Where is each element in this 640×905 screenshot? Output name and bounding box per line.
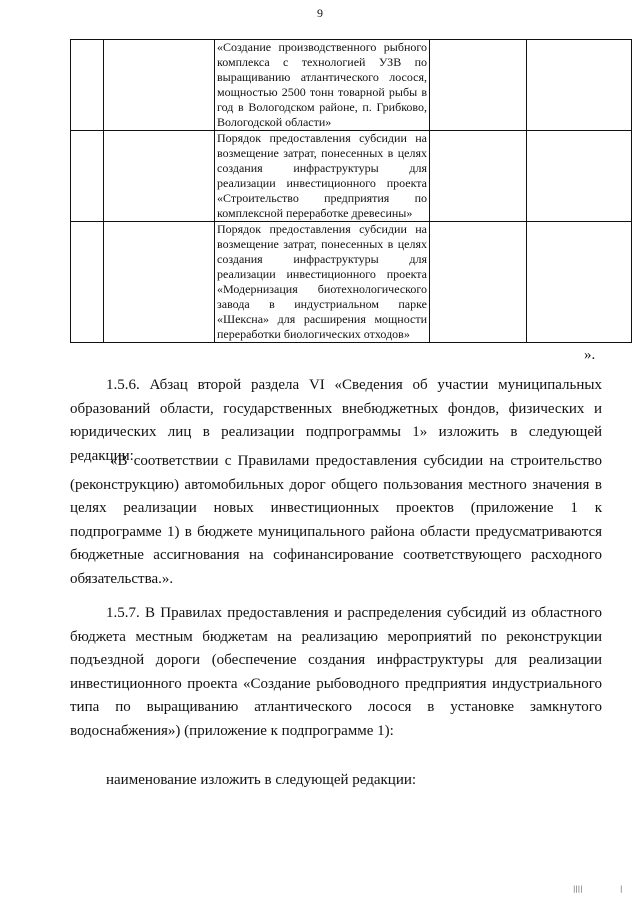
paragraph-1-5-6: 1.5.6. Абзац второй раздела VI «Сведения об участии муниципальных образований области, государственных внебюджетных фондов, физических и юридических лиц в реализации подпрограммы 1» изложить в следующей редакции: [70,377,602,464]
table-cell-text: Порядок предоставления субсидии на возмещение затрат, понесенных в целях создания инфраструктуры для реализации инвестиционного проекта «Строительство предприятия по комплексной переработке древесины» [215,131,430,222]
scan-mark: |||| [573,885,583,893]
table-cell-text: Порядок предоставления субсидии на возмещение затрат, понесенных в целях создания инфраструктуры для реализации инвестиционного проекта «Модернизация биотехнологического завода в индустриальном парке «Шексна» для расширения мощности переработки биологических отходов» [215,222,430,343]
table-cell-empty [430,40,527,131]
table-row [71,40,632,131]
table-cell-empty [104,131,215,222]
table-cell-empty [430,222,527,343]
table-row [71,131,632,222]
table-cell-empty [430,131,527,222]
table-cell-empty [527,222,632,343]
page-number: 9 [317,6,323,20]
table-cell-empty [527,131,632,222]
table-cell-empty [104,40,215,131]
table-cell-empty [71,40,104,131]
scan-mark: | [620,885,623,893]
paragraph-quote: «В соответствии с Правилами предоставления субсидии на строительство (реконструкцию) автомобильных дорог общего пользования местного значения в целях реализации новых инвестиционных проектов (приложение 1 к подпрограмме 1) в бюджете муниципального района области предусматриваются бюджетные ассигнования на софинансирование соответствующего расходного обязательства.». [70,453,602,587]
table-cell-text: «Создание производственного рыбного комплекса с технологией УЗВ по выращиванию атлантического лосося, мощностью 2500 тонн товарной рыбы в год в Вологодском районе, п. Грибково, Вологодской области» [215,40,430,131]
paragraph-name-change: наименование изложить в следующей редакции: [106,772,417,788]
table-cell-empty [71,222,104,343]
table-cell-empty [71,131,104,222]
table-row [71,222,632,343]
table-cell-empty [104,222,215,343]
paragraph-1-5-7: 1.5.7. В Правилах предоставления и распределения субсидий из областного бюджета местным бюджетам на реализацию мероприятий по реконструкции подъездной дороги (обеспечение создания инфраструктуры для реализации инвестиционного проекта «Создание рыбоводного предприятия индустриального типа по выращиванию атлантического лосося в установке замкнутого водоснабжения») (приложение к подпрограмме 1): [70,605,602,739]
subsidy-table [70,39,632,343]
table-cell-empty [527,40,632,131]
closing-quote: ». [584,347,596,363]
